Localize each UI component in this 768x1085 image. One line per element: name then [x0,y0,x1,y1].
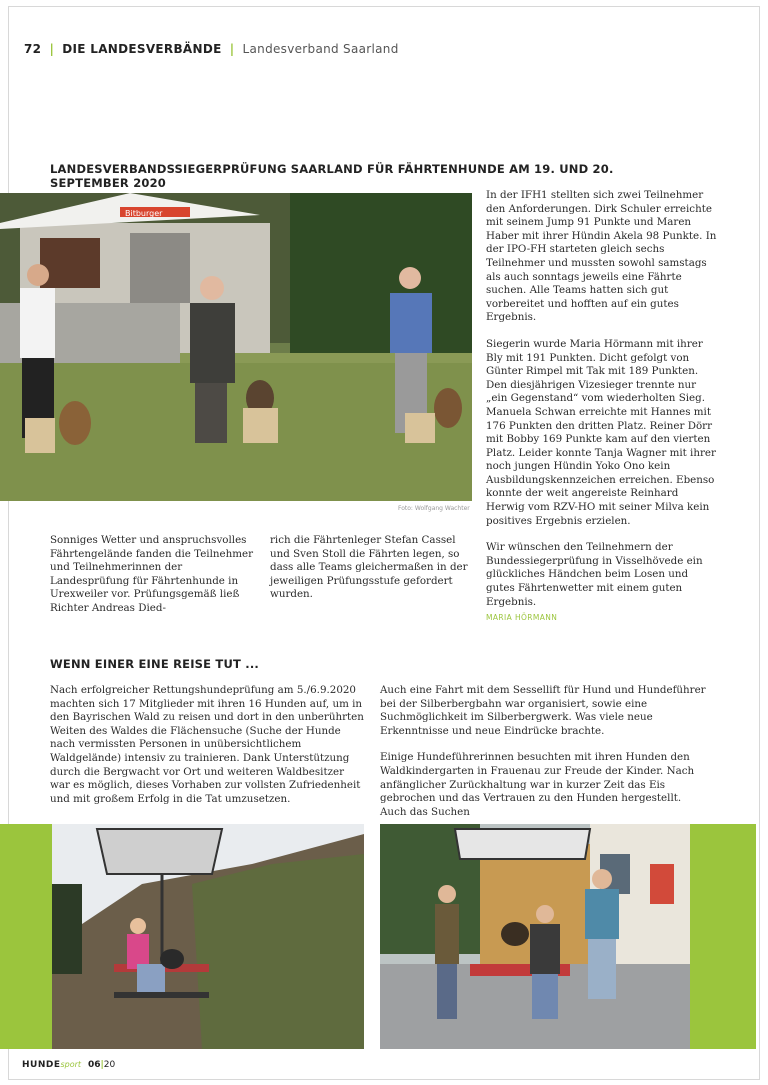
subsection-title: Landesverband Saarland [242,42,399,56]
article1-column-2 [270,534,478,602]
page-number: 72 [24,42,42,56]
photo-kindergarten-visit [380,824,690,1049]
article1-column-3 [486,189,718,625]
photo-chairlift-hillside [52,824,364,1049]
banner-text: Bitburger [125,209,163,218]
paragraph: Sonniges Wetter und anspruchsvolles Fährtengelände fanden die Teilnehmer und Teilnehmerinnen der Landesprüfung für Fährtenhunde in Urexweiler vor. Prüfungsgemäß ließ Richter Andreas Died- [50,534,254,614]
article2-headline: WENN EINER EINE REISE TUT ... [50,657,259,671]
paragraph: Nach erfolgreicher Rettungshundeprüfung am 5./6.9.2020 machten sich 17 Mitglieder mit ihren 16 Hunden auf, um in den Bayrischen Wald zu reisen und dort in den unberührten Weiten des Waldes die Flächensuche (Suche der Hunde nach vermissten Personen in unübersichtlichem Waldgelände) intensiv zu trainieren. Dank Unterstützung durch die Bergwacht vor Ort und weiteren Waldbesitzer war es möglich, dieses Vorhaben zur vollsten Zufriedenheit und mit großem Erfolg in die Tat umzusetzen. [50,684,364,805]
header-divider: | [229,42,235,56]
magazine-brand-suffix: sport [60,1060,82,1069]
article2-column-2 [380,684,710,819]
issue-number: 06 [87,1060,101,1070]
paragraph: Einige Hundeführerinnen besuchten mit ihren Hunden den Waldkindergarten in Frauenau zur Freude der Kinder. Nach anfänglicher Zurückhaltung war in kurzer Zeit das Eis gebrochen und das Vertrauen zu den Hunden hergestellt. Auch das Suchen [380,751,695,818]
header-divider: | [49,42,55,56]
magazine-brand: HUNDE [22,1060,61,1070]
photo-credit: Foto: Wolfgang Wachter [398,505,470,512]
paragraph: Wir wünschen den Teilnehmern der Bundessiegerprüfung in Visselhövede ein glückliches Händchen beim Losen und gutes Fährtenwetter mit einem guten Ergebnis. [486,541,703,608]
footer-divider: | [100,1060,104,1070]
article1-author: MARIA HÖRMANN [486,613,558,623]
green-accent-band-right [690,824,756,1049]
paragraph: In der IFH1 stellten sich zwei Teilnehmer den Anforderungen. Dirk Schuler erreichte mit seinem Jump 91 Punkte und Maren Haber mit ihrer Hündin Akela 98 Punkte. In der IPO-FH starteten gleich sechs Teilnehmer und mussten sowohl samstags als auch sonntags jeweils eine Fährte suchen. Alle Teams hatten sich gut vorbereitet und hofften auf ein gutes Ergebnis. [486,189,717,324]
article1-headline: LANDESVERBANDSSIEGERPRÜFUNG SAARLAND FÜR FÄHRTENHUNDE AM 19. UND 20. SEPTEMBER 2020 [50,162,614,190]
article2-column-1 [50,684,366,806]
page-header [24,42,399,56]
photo-dog-trial-group [0,193,472,501]
paragraph: Siegerin wurde Maria Hörmann mit ihrer Bly mit 191 Punkten. Dicht gefolgt von Günter Rimpel mit Tak mit 189 Punkten. Den diesjährigen Vizesieger trennte nur „ein Gegenstand“ vom wiederholten Sieg. Manuela Schwan erreichte mit Hannes mit 176 Punkten den dritten Platz. Reiner Dörr mit Bobby 169 Punkte kam auf den vierten Platz. Leider konnte Tanja Wagner mit ihrer noch jungen Hündin Yoko Ono kein Ausbildungskennzeichen erreichen. Ebenso konnte der weit angereiste Reinhard Herwig vom RZV-HO mit seiner Milva kein positives Ergebnis erzielen. [486,337,716,527]
page-footer [22,1060,115,1070]
article1-column-1 [50,534,258,616]
paragraph: rich die Fährtenleger Stefan Cassel und Sven Stoll die Fährten legen, so dass alle Teams gleichermaßen in der jeweiligen Prüfungsstufe gefordert wurden. [270,534,468,601]
paragraph: Auch eine Fahrt mit dem Sessellift für Hund und Hundeführer bei der Silberbergbahn war organisiert, sowie eine Suchmöglichkeit im Silberbergwerk. Was viele neue Erkenntnisse und neue Eindrücke brachte. [380,684,706,737]
issue-year: 20 [103,1060,116,1070]
section-title: DIE LANDESVERBÄNDE [62,42,222,56]
green-accent-band-left [0,824,52,1049]
